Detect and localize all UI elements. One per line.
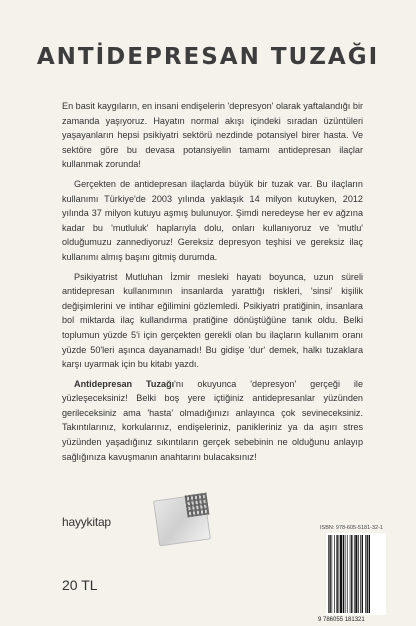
isbn-label: ISBN: 978-605-5181-32-1 xyxy=(320,525,383,531)
barcode-bar xyxy=(365,535,366,613)
barcode-bar xyxy=(332,535,333,613)
barcode-bar xyxy=(355,535,357,613)
book-title: ANTİDEPRESAN TUZAĞI xyxy=(36,44,380,70)
barcode-bar xyxy=(360,535,361,613)
blurb-paragraph-1: En basit kaygıların, en insani endişelerin 'depresyon' olarak yaftalandığı bir zamanda yaşıyoruz. Hayatın normal akışı içindeki sıradan üzüntüleri yaşayanların hepsi psikiyatri sektörü nezdinde potansiyel birer hasta. Ve sektöre göre bu devasa potansiyelin tamamı antidepresan ilaçlar kullanmak zorunda! xyxy=(62,101,363,170)
barcode-bar xyxy=(329,535,330,613)
barcode-bar xyxy=(351,535,352,613)
barcode xyxy=(326,533,386,615)
barcode-bar xyxy=(362,535,363,613)
barcode-bar xyxy=(328,535,329,613)
blurb-text xyxy=(62,99,363,469)
barcode-bar xyxy=(347,535,348,613)
qr-code xyxy=(185,493,210,518)
barcode-bar xyxy=(343,535,344,613)
barcode-digits: 9 786055 181321 xyxy=(318,617,365,623)
barcode-bar xyxy=(340,535,342,613)
blurb-paragraph-4-text: 'nı okuyunca 'depresyon' gerçeği ile yüzleşeceksiniz! Belki boş yere içtiğiniz antidepresanlar yüzünden gerileceksiniz ama 'hasta' olmadığınızı anlayınca çok sevineceksiniz. Takıntılarınız, korkularınız, endişeleriniz, panikleriniz ya da aşırı stres yüzünden yaşadığınız sıkıntıların gerçek sebebinin ne olduğunu anlayıp sağlığınıza kavuşmanın anahtarını bulacaksınız! xyxy=(62,378,364,462)
publisher-logo: hayykitap xyxy=(62,515,111,529)
barcode-bar xyxy=(358,535,359,613)
barcode-bar xyxy=(369,535,370,613)
barcode-bar xyxy=(339,535,340,613)
blurb-paragraph-2: Gerçekten de antidepresan ilaçlarda büyük bir tuzak var. Bu ilaçların kullanımı Türkiye'de 2003 yılında yaklaşık 14 milyon kutuyken, 2012 yılında 37 milyon kutuyu aşmış bulunuyor. Şimdi neredeyse her ev ağzına kadar bu 'mutluluk' haplarıyla dolu, onları kullanıyoruz ve 'mutlu' olduğumuzu zannediyoruz! Gereksiz depresyon teşhisi ve gereksiz ilaç kullanımı almış başını gitmiş durumda. xyxy=(62,178,363,262)
book-title-inline: Antidepresan Tuzağı xyxy=(74,378,175,389)
barcode-bar xyxy=(334,535,335,613)
blurb-paragraph-4 xyxy=(62,377,363,465)
barcode-bar xyxy=(367,535,368,613)
barcode-bar xyxy=(345,535,346,613)
barcode-bar xyxy=(354,535,355,613)
blurb-paragraph-3: Psikiyatrist Mutluhan İzmir mesleki hayatı boyunca, uzun süreli antidepresan kullanımının insanlarda yarattığı riskleri, 'sinsi' kişilik değişimlerini ve intihar eğilimini gözlemledi. Psikiyatri pratiğinin, insanlara bol miktarda ilaç kullandırma pratiğine dönüştüğüne tanık oldu. Belki toplumun yüzde 5'i için gerçekten gerekli olan bu ilaçların kullanım oranı yüzde 50'leri aşınca dayanamadı! Bu gidişe 'dur' demek, halkı tuzaklara karşı uyarmak için bu kitabı yazdı. xyxy=(62,271,363,370)
barcode-bar xyxy=(350,535,351,613)
barcode-bars xyxy=(326,533,386,615)
price-label: 20 TL xyxy=(62,577,98,593)
barcode-bar xyxy=(336,535,337,613)
